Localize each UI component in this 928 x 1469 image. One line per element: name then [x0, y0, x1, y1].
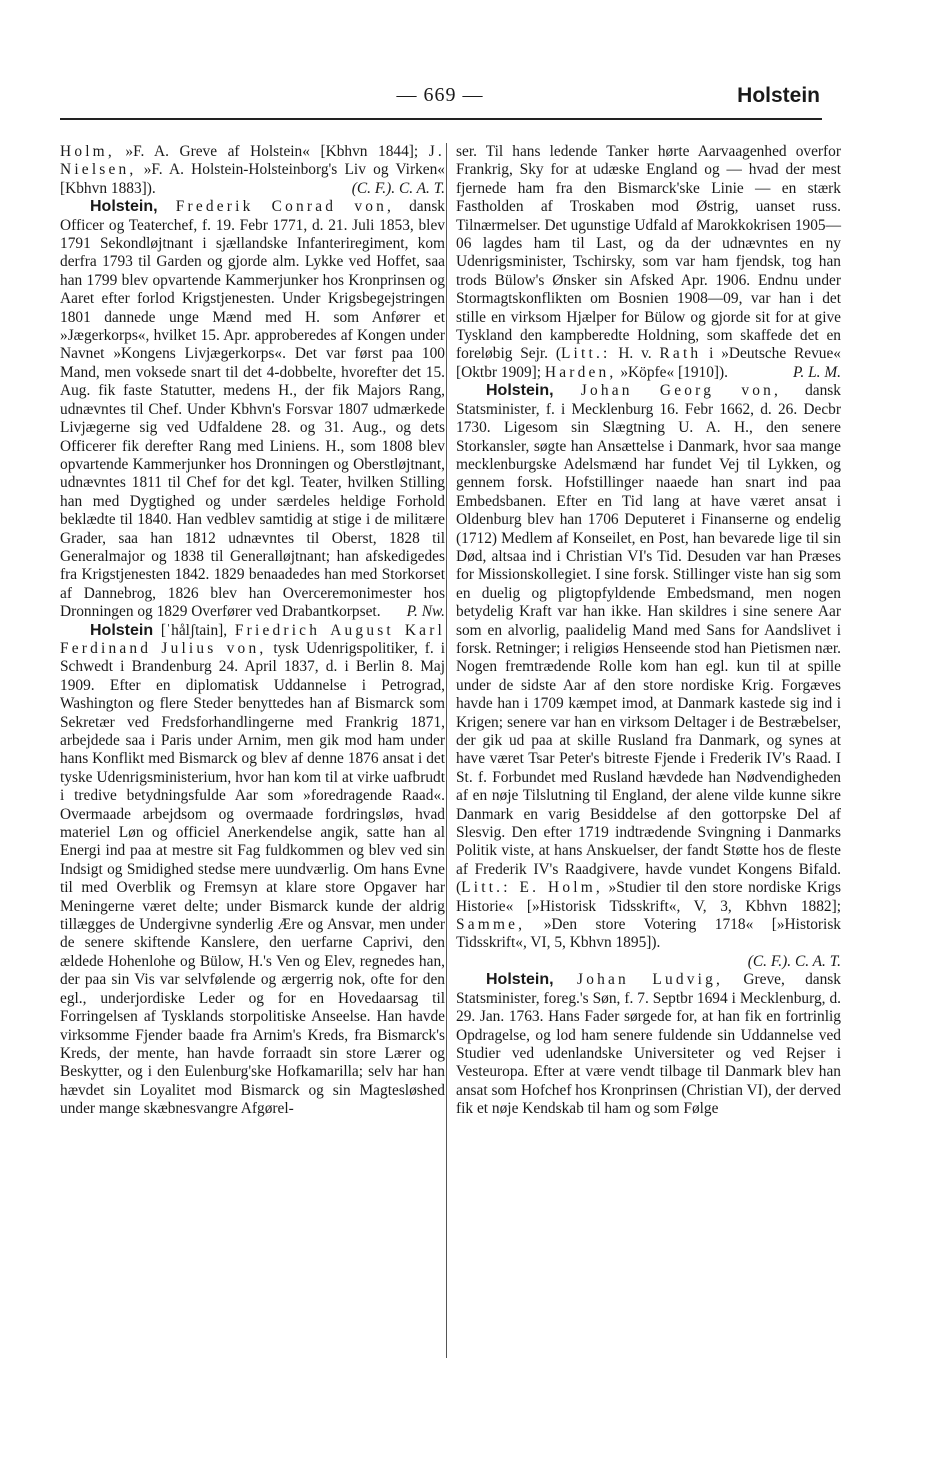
- reference-text: »Den store Votering 1718« [»Historisk Tidsskrift«, VI, 5, Kbhvn 1895]).: [456, 916, 841, 952]
- signature: (C. F.). C. A. T.: [747, 952, 841, 970]
- author-name: E. Holm,: [510, 879, 603, 897]
- entry-continuation: [60, 143, 445, 198]
- literature-label: Litt.:: [560, 345, 611, 363]
- header-rule: [60, 118, 822, 120]
- reference-text: »F. A. Greve af Holstein« [Kbhvn 1844];: [114, 143, 419, 160]
- entry-body: Greve, dansk Statsminister, foreg.'s Søn, f. 7. Septbr 1694 i Mecklenburg, d. 29. Jan. 1763. Hans Fader sørgede for, at han fik en fortrinlig Opdragelse, og lod ham senere fuldende sin Uddannelse ved Studier ved udenlandske Universiteter og ved Rejser i Vesteuropa. Efter at være vendt tilbage til Danmark blev han ansat som Hofchef hos Kronprinsen (Christian VI), der derved fik et nøje Kendskab til ham og som Følge: [456, 971, 841, 1118]
- pronunciation: [ˈhålʃtain],: [153, 621, 235, 639]
- author-name: Harden,: [544, 363, 617, 381]
- entry-body: ser. Til hans ledende Tanker hørte Aarvaagenhed overfor Frankrig, Sky for at udæske England og — hvad der mest fjernede ham fra den Bismarck'ske Linie — en stærk Fastholden af Troskaben mod Østrig, uanset russ. Tilnærmelser. Det ugunstige Udfald af Marokkokrisen 1905—06 lagdes ham til Last, og da der udnævntes en ny Udenrigsminister, Tschirsky, som var ham fjendsk, tog han trods Bülow's Ønsker sin Afsked Apr. 1906. Endnu under Stormagtskonflikten om Bosnien 1908—09, var han i det stille en virksom Hjælper for Bülow og gjorde sit for at give Tyskland den kampberedte Holdning, som skaffede det en foreløbig Sejr. (: [456, 143, 841, 363]
- reference-text: H. v.: [610, 345, 660, 363]
- column-divider: [446, 143, 447, 1358]
- entry-continuation: [456, 143, 841, 382]
- signature: P. Nw.: [406, 603, 445, 621]
- signature: (C. F.). C. A. T.: [351, 179, 445, 197]
- entry-names: Johan Ludvig,: [553, 971, 724, 989]
- author-name: Holm,: [60, 143, 115, 160]
- right-column: [456, 143, 841, 1119]
- entry-frederik-conrad: [60, 198, 445, 621]
- entry-johan-georg: [456, 382, 841, 953]
- reference-text: »F. A. Holstein-Holsteinborg's Liv og Virken« [Kbhvn 1883]).: [60, 161, 445, 197]
- author-name: Samme,: [456, 916, 526, 934]
- reference-text: »Studier til den store nordiske Krigs Historie« [»Historisk Tidsskrift«, V, 3, Kbhvn 1882];: [456, 879, 841, 915]
- entry-names: Friedrich August Karl Ferdinand Julius von,: [60, 621, 445, 657]
- literature-label: Litt.:: [461, 879, 511, 897]
- reference-text: »Köpfe« [1910]).: [616, 363, 729, 381]
- headword: Holstein: [90, 621, 154, 639]
- headword: Holstein,: [486, 382, 554, 400]
- entry-body: tysk Udenrigspolitiker, f. i Schwedt i Brandenburg 24. April 1837, d. i Berlin 8. Maj 1909. Efter en diplomatisk Uddannelse i Petrograd, Washington og flere Steder benyttedes han af Bismarck som Sekretær ved Fredsforhandlingerne med Frankrig 1871, arbejdede saa i Paris under Arnim, men gik mod ham under hans Konflikt med Bismarck og blev af denne 1876 ansat i det tyske Udenrigsministerium, hvor han kom til at virke uafbrudt i tredive betydningsfulde Aar som »foredragende Raad«. Overmaade arbejdsom og overmaade fordringsløs, hvad materiel Løn og officiel Anerkendelse angik, satte han al Energi ind paa at mestre sit Fag fuldkommen og blev ved sin Indsigt og Smidighed stedse mere uundværlig. Om hans Evne til med Overblik og Fremsyn at klare store Opgaver har Meningerne været delte; under Bismarck kunde der aldrig tillægges de Undergivne synderlig Ære og Ansvar, men under de senere skiftende Kanslere, den uerfarne Caprivi, den ældede Hohenlohe og Bülow, H.'s Ven og Elev, regnedes han, der paa sin Vis var selvfølende og ærgerrig nok, ofte for den egl., underjordiske Leder og for en Hovedaarsag til Forringelsen af Tysklands storpolitiske Anseelse. Han havde virksomme Fjender baade fra Arnim's Kreds, fra Bismarck's Kreds, der mente, han havde forraadt sin store Lærer og Beskytter, og i den Eulenburg'ske Hofkamarilla; selv har han hævdet sin Loyalitet mod Bismarck og sin Magtesløshed under mange skæbnesvangre Afgørel-: [60, 639, 445, 1118]
- headword: Holstein,: [486, 971, 554, 989]
- entry-friedrich-august: [60, 622, 445, 1119]
- entry-johan-ludvig: [456, 971, 841, 1118]
- page-header: [60, 84, 820, 114]
- author-name: J. Nielsen,: [60, 143, 445, 179]
- page-number: — 669 —: [396, 84, 484, 106]
- entry-body: dansk Statsminister, f. i Mecklenburg 16. Febr 1662, d. 26. Decbr 1730. Ligesom sin Slægtning U. A. H., den senere Storkansler, søgte han Ansættelse i Danmark, hvor saa mange mecklenburgske Adelsmænd har fundet Vej til Lykken, og gennem forsk. Hofstillinger naaede han snart ind paa Embedsbanen. Efter en Tid lang at have været ansat i Oldenburg blev han 1706 Deputeret i Finanserne og endelig (1712) Medlem af Konseilet, en Post, han bevarede lige til sin Død, altsaa ind i Christian VI's Tid. Desuden var han Præses for Missionskollegiet. I sine forsk. Stillinger viste han sig som en duelig og pligtopfyldende Embedsmand, men nogen betydelig Kraft var han ikke. Han skildres i sine senere Aar som en alvorlig, paalidelig Mand med Sans for Aandslivet i forsk. Retninger; i religiøs Henseende stod han Pietismen nær. Nogen fremtrædende Rolle kom han egl. kun til at spille under de sidste Aar af den store nordiske Krig. Forgæves havde han i 1709 kæmpet imod, at Danmark kastede sig ind i Krigen; senere var han en virksom Deltager i de Bestræbelser, der gik ud paa at skille Rusland fra Danmark, og synes at have været Tsar Peter's bitreste Fjende i Frederik IV's Raad. I St. f. Forbundet med Rusland hævdede han Nødvendigheden af en nøje Tilslutning til England, der alene vilde kunne sikre Danmark en varig Besiddelse af den gottorpske Del af Slesvig. Den efter 1719 indtrædende Svingning i Danmarks Politik viste, at hans Anskuelser, der fandt Støtte hos de fleste af Frederik IV's Raadgivere, havde vundet Kongens Bifald. (: [456, 382, 841, 897]
- headword: Holstein,: [90, 198, 158, 216]
- left-column: [60, 143, 445, 1119]
- signature: P. L. M.: [792, 363, 841, 381]
- reference-text: i »Deutsche Revue« [Oktbr 1909];: [456, 345, 841, 381]
- entry-body: dansk Officer og Teaterchef, f. 19. Febr 1771, d. 21. Juli 1853, blev 1791 Sekondløjtnant i sjællandske Infanteriregiment, kom derfra 1793 til Garden og gjorde alm. Lykke ved Hoffet, saa han 1799 blev opvartende Kammerjunker hos Kronprinsen og Aaret efter forlod Krigstjenesten. Under Krigsbegejstringen 1801 dannede unge Mænd med H. som Anfører et »Jægerkorps«, hvilket 15. Apr. approberedes af Kongen under Navnet »Kongens Livjægerkorps«. Det var først paa 100 Mand, men voksede snart til det 4-dobbelte, hvorefter det 15. Aug. fik faste Statutter, medens H., der fik Majors Rang, udnævntes til Chef. Under Kbhvn's Forsvar 1807 udmærkede Livjægerne sig ved Udfaldene 28. og 31. Aug., og dets Officerer fik derefter Rang med Liniens. H., som 1808 blev opvartende Kammerjunker hos Dronningen og Oberstløjtnant, udnævntes 1811 til Chef for det kgl. Teater, hvilken Stilling han med Dygtighed og under særdeles heldige Forhold beklædte til 1840. Han vedblev samtidig at stige i de militære Grader, saa han 1812 udnævntes til Oberst, 1828 til Generalmajor og 1838 til Generalløjtnant; han afskedigedes fra Krigstjenesten 1842. 1829 benaadedes han med Storkorset af Dannebrog, 1826 blev han Overceremonimester hos Dronningen og 1829 Overfører ved Drabantkorpset.: [60, 198, 446, 621]
- entry-names: Johan Georg von,: [553, 382, 782, 400]
- author-name: Rath: [659, 345, 702, 363]
- running-head: Holstein: [737, 84, 820, 107]
- entry-names: Frederik Conrad von,: [157, 198, 395, 216]
